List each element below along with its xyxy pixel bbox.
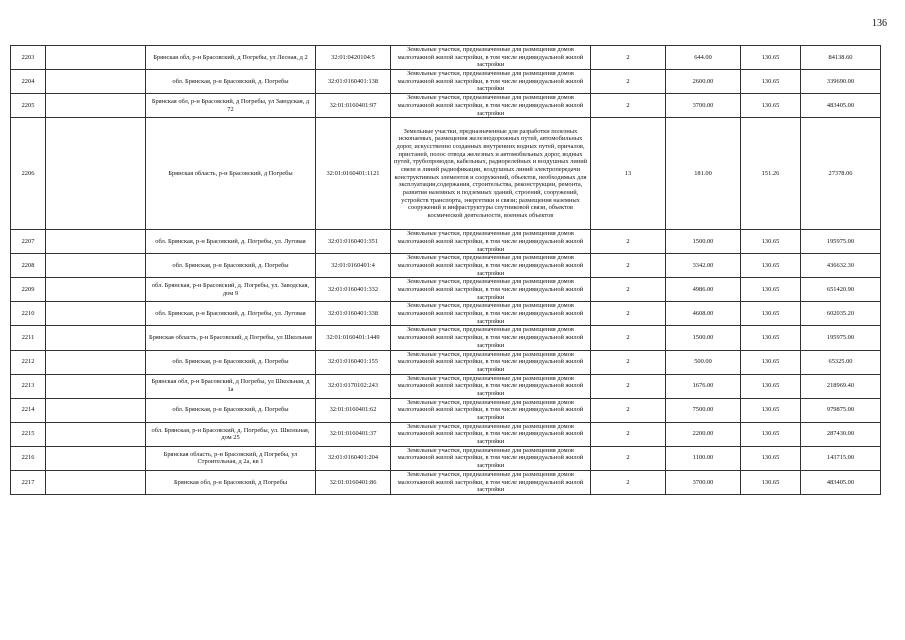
land-use-purpose-cell: Земельные участки, предназначенные для размещения домов малоэтажной жилой застройки, в том числе индивидуальной жилой застройки bbox=[391, 446, 591, 470]
area-cell: 4608.00 bbox=[666, 302, 741, 326]
unit-value-cell: 130.65 bbox=[741, 470, 801, 494]
blank-cell bbox=[46, 94, 146, 118]
area-cell: 2600.00 bbox=[666, 70, 741, 94]
land-use-purpose-cell: Земельные участки, предназначенные для размещения домов малоэтажной жилой застройки, в том числе индивидуальной жилой застройки bbox=[391, 46, 591, 70]
use-group-cell: 2 bbox=[591, 422, 666, 446]
cadastral-number-cell: 32:01:0420104:5 bbox=[316, 46, 391, 70]
use-group-cell: 2 bbox=[591, 302, 666, 326]
address-cell: обл. Брянская, р-н Брасовский, д. Погребы, ул. Луговая bbox=[146, 302, 316, 326]
row-number: 2203 bbox=[11, 46, 46, 70]
use-group-cell: 13 bbox=[591, 118, 666, 230]
cadastral-value-cell: 651420.90 bbox=[801, 278, 881, 302]
row-number: 2204 bbox=[11, 70, 46, 94]
blank-cell bbox=[46, 70, 146, 94]
table-row bbox=[11, 446, 881, 470]
address-cell: обл. Брянская, р-н Брасовский, д. Погребы bbox=[146, 70, 316, 94]
address-cell: обл. Брянская, р-н Брасовский, д. Погребы, ул. Луговая bbox=[146, 230, 316, 254]
use-group-cell: 2 bbox=[591, 470, 666, 494]
blank-cell bbox=[46, 398, 146, 422]
area-cell: 2200.00 bbox=[666, 422, 741, 446]
land-use-purpose-cell: Земельные участки, предназначенные для размещения домов малоэтажной жилой застройки, в том числе индивидуальной жилой застройки bbox=[391, 470, 591, 494]
table-row bbox=[11, 302, 881, 326]
row-number: 2215 bbox=[11, 422, 46, 446]
unit-value-cell: 130.65 bbox=[741, 374, 801, 398]
blank-cell bbox=[46, 254, 146, 278]
use-group-cell: 2 bbox=[591, 446, 666, 470]
area-cell: 3700.00 bbox=[666, 470, 741, 494]
area-cell: 4986.00 bbox=[666, 278, 741, 302]
land-use-purpose-cell: Земельные участки, предназначенные для размещения домов малоэтажной жилой застройки, в том числе индивидуальной жилой застройки bbox=[391, 422, 591, 446]
area-cell: 644.00 bbox=[666, 46, 741, 70]
address-cell: обл. Брянская, р-н Брасовский, д. Погребы bbox=[146, 350, 316, 374]
blank-cell bbox=[46, 302, 146, 326]
unit-value-cell: 130.65 bbox=[741, 70, 801, 94]
cadastral-number-cell: 32:01:0160401:138 bbox=[316, 70, 391, 94]
row-number: 2211 bbox=[11, 326, 46, 350]
address-cell: обл. Брянская, р-н Брасовский, д. Погребы bbox=[146, 398, 316, 422]
unit-value-cell: 130.65 bbox=[741, 326, 801, 350]
cadastral-value-cell: 287430.00 bbox=[801, 422, 881, 446]
unit-value-cell: 130.65 bbox=[741, 230, 801, 254]
address-cell: обл. Брянская, р-н Брасовский, д. Погребы, ул. Школьная, дом 25 bbox=[146, 422, 316, 446]
table-row bbox=[11, 326, 881, 350]
table-row bbox=[11, 350, 881, 374]
land-use-purpose-cell: Земельные участки, предназначенные для размещения домов малоэтажной жилой застройки, в том числе индивидуальной жилой застройки bbox=[391, 94, 591, 118]
use-group-cell: 2 bbox=[591, 70, 666, 94]
area-cell: 1500.00 bbox=[666, 326, 741, 350]
cadastral-number-cell: 32:01:0160401:62 bbox=[316, 398, 391, 422]
blank-cell bbox=[46, 118, 146, 230]
land-use-purpose-cell: Земельные участки, предназначенные для размещения домов малоэтажной жилой застройки, в том числе индивидуальной жилой застройки bbox=[391, 254, 591, 278]
unit-value-cell: 130.65 bbox=[741, 278, 801, 302]
table-row bbox=[11, 278, 881, 302]
table-row bbox=[11, 118, 881, 230]
blank-cell bbox=[46, 374, 146, 398]
cadastral-value-cell: 602035.20 bbox=[801, 302, 881, 326]
land-use-purpose-cell: Земельные участки, предназначенные для размещения домов малоэтажной жилой застройки, в том числе индивидуальной жилой застройки bbox=[391, 302, 591, 326]
table-row bbox=[11, 94, 881, 118]
table-row bbox=[11, 470, 881, 494]
unit-value-cell: 130.65 bbox=[741, 46, 801, 70]
row-number: 2206 bbox=[11, 118, 46, 230]
cadastral-value-table bbox=[10, 45, 881, 495]
use-group-cell: 2 bbox=[591, 374, 666, 398]
cadastral-value-cell: 218969.40 bbox=[801, 374, 881, 398]
address-cell: Брянская область, р-н Брасовский, д Погребы, ул Школьная bbox=[146, 326, 316, 350]
cadastral-number-cell: 32:01:0160401:97 bbox=[316, 94, 391, 118]
address-cell: Брянская обл, р-н Брасовский, д Погребы, ул Школьная, д 1а bbox=[146, 374, 316, 398]
cadastral-value-cell: 84138.60 bbox=[801, 46, 881, 70]
row-number: 2209 bbox=[11, 278, 46, 302]
use-group-cell: 2 bbox=[591, 350, 666, 374]
unit-value-cell: 130.65 bbox=[741, 350, 801, 374]
row-number: 2212 bbox=[11, 350, 46, 374]
cadastral-value-cell: 65325.00 bbox=[801, 350, 881, 374]
cadastral-number-cell: 32:01:0160401:1121 bbox=[316, 118, 391, 230]
area-cell: 3700.00 bbox=[666, 94, 741, 118]
table-row bbox=[11, 70, 881, 94]
area-cell: 3342.00 bbox=[666, 254, 741, 278]
area-cell: 7500.00 bbox=[666, 398, 741, 422]
row-number: 2208 bbox=[11, 254, 46, 278]
cadastral-value-cell: 339690.00 bbox=[801, 70, 881, 94]
table-row bbox=[11, 230, 881, 254]
row-number: 2213 bbox=[11, 374, 46, 398]
land-use-purpose-cell: Земельные участки, предназначенные для размещения домов малоэтажной жилой застройки, в том числе индивидуальной жилой застройки bbox=[391, 398, 591, 422]
blank-cell bbox=[46, 422, 146, 446]
use-group-cell: 2 bbox=[591, 278, 666, 302]
land-use-purpose-cell: Земельные участки, предназначенные для размещения домов малоэтажной жилой застройки, в том числе индивидуальной жилой застройки bbox=[391, 278, 591, 302]
land-use-purpose-cell: Земельные участки, предназначенные для размещения домов малоэтажной жилой застройки, в том числе индивидуальной жилой застройки bbox=[391, 70, 591, 94]
cadastral-number-cell: 32:01:0160401:204 bbox=[316, 446, 391, 470]
cadastral-value-cell: 483405.00 bbox=[801, 470, 881, 494]
area-cell: 1100.00 bbox=[666, 446, 741, 470]
table-row bbox=[11, 374, 881, 398]
cadastral-number-cell: 32:01:0160401:1449 bbox=[316, 326, 391, 350]
use-group-cell: 2 bbox=[591, 230, 666, 254]
unit-value-cell: 130.65 bbox=[741, 94, 801, 118]
address-cell: обл. Брянская, р-н Брасовский, д. Погребы bbox=[146, 254, 316, 278]
address-cell: обл. Брянская, р-н Брасовский, д. Погребы, ул. Заводская, дом 9 bbox=[146, 278, 316, 302]
unit-value-cell: 130.65 bbox=[741, 422, 801, 446]
row-number: 2205 bbox=[11, 94, 46, 118]
row-number: 2207 bbox=[11, 230, 46, 254]
cadastral-number-cell: 32:01:0170102:243 bbox=[316, 374, 391, 398]
cadastral-number-cell: 32:01:0160401:338 bbox=[316, 302, 391, 326]
area-cell: 1676.00 bbox=[666, 374, 741, 398]
use-group-cell: 2 bbox=[591, 326, 666, 350]
row-number: 2210 bbox=[11, 302, 46, 326]
row-number: 2217 bbox=[11, 470, 46, 494]
blank-cell bbox=[46, 230, 146, 254]
use-group-cell: 2 bbox=[591, 398, 666, 422]
cadastral-value-cell: 436632.30 bbox=[801, 254, 881, 278]
cadastral-number-cell: 32:01:0160401:332 bbox=[316, 278, 391, 302]
unit-value-cell: 151.26 bbox=[741, 118, 801, 230]
blank-cell bbox=[46, 350, 146, 374]
cadastral-number-cell: 32:01:0160401:155 bbox=[316, 350, 391, 374]
use-group-cell: 2 bbox=[591, 254, 666, 278]
blank-cell bbox=[46, 278, 146, 302]
land-use-purpose-cell: Земельные участки, предназначенные для размещения домов малоэтажной жилой застройки, в том числе индивидуальной жилой застройки bbox=[391, 230, 591, 254]
land-use-purpose-cell: Земельные участки, предназначенные для размещения домов малоэтажной жилой застройки, в том числе индивидуальной жилой застройки bbox=[391, 374, 591, 398]
row-number: 2214 bbox=[11, 398, 46, 422]
address-cell: Брянская обл, р-н Брасовский, д Погребы, ул Лесная, д 2 bbox=[146, 46, 316, 70]
use-group-cell: 2 bbox=[591, 46, 666, 70]
table-row bbox=[11, 398, 881, 422]
cadastral-value-cell: 143715.00 bbox=[801, 446, 881, 470]
cadastral-number-cell: 32:01:0160401:37 bbox=[316, 422, 391, 446]
land-use-purpose-cell: Земельные участки, предназначенные для размещения домов малоэтажной жилой застройки, в том числе индивидуальной жилой застройки bbox=[391, 350, 591, 374]
cadastral-value-cell: 483405.00 bbox=[801, 94, 881, 118]
cadastral-value-cell: 27378.06 bbox=[801, 118, 881, 230]
page-number: 136 bbox=[872, 18, 887, 29]
cadastral-number-cell: 32:01:0160401:351 bbox=[316, 230, 391, 254]
unit-value-cell: 130.65 bbox=[741, 446, 801, 470]
blank-cell bbox=[46, 470, 146, 494]
address-cell: Брянская обл, р-н Брасовский, д Погребы bbox=[146, 470, 316, 494]
cadastral-value-cell: 195975.00 bbox=[801, 326, 881, 350]
blank-cell bbox=[46, 446, 146, 470]
land-use-purpose-cell: Земельные участки, предназначенные для размещения домов малоэтажной жилой застройки, в том числе индивидуальной жилой застройки bbox=[391, 326, 591, 350]
blank-cell bbox=[46, 326, 146, 350]
area-cell: 500.00 bbox=[666, 350, 741, 374]
row-number: 2216 bbox=[11, 446, 46, 470]
table-row bbox=[11, 254, 881, 278]
table-body bbox=[11, 46, 881, 495]
blank-cell bbox=[46, 46, 146, 70]
area-cell: 181.00 bbox=[666, 118, 741, 230]
address-cell: Брянская область, р-н Брасовский, д Погребы, ул Строительная, д 2а, кв 1 bbox=[146, 446, 316, 470]
address-cell: Брянская область, р-н Брасовский, д Погребы bbox=[146, 118, 316, 230]
land-use-purpose-cell: Земельные участки, предназначенные для разработки полезных ископаемых, размещения железнодорожных путей, автомобильных дорог, искусственно созданных внутренних водных путей, причалов, пристаней, полос отвода железных и автомобильных дорог, водных путей, трубопроводов, кабельных, радиорелейных и воздушных линий связи и линий радиофикации, воздушных линий электропередачи конструктивных элементов и сооружений, объектов, необходимых для эксплуатации,содержания, строительства, реконструкции, ремонта, развития наземных и подземных зданий, строений, сооружений, устройств транспорта, энергетики и связи; размещения наземных сооружений и инфраструктуры спутниковой связи, объектов космической деятельности, военных объектов bbox=[391, 118, 591, 230]
address-cell: Брянская обл, р-н Брасовский, д Погребы, ул Заводская, д 72 bbox=[146, 94, 316, 118]
use-group-cell: 2 bbox=[591, 94, 666, 118]
cadastral-value-cell: 195975.00 bbox=[801, 230, 881, 254]
cadastral-number-cell: 32:01:0160401:4 bbox=[316, 254, 391, 278]
unit-value-cell: 130.65 bbox=[741, 398, 801, 422]
area-cell: 1500.00 bbox=[666, 230, 741, 254]
cadastral-value-cell: 979875.00 bbox=[801, 398, 881, 422]
unit-value-cell: 130.65 bbox=[741, 302, 801, 326]
table-row bbox=[11, 422, 881, 446]
unit-value-cell: 130.65 bbox=[741, 254, 801, 278]
table-row bbox=[11, 46, 881, 70]
cadastral-number-cell: 32:01:0160401:86 bbox=[316, 470, 391, 494]
